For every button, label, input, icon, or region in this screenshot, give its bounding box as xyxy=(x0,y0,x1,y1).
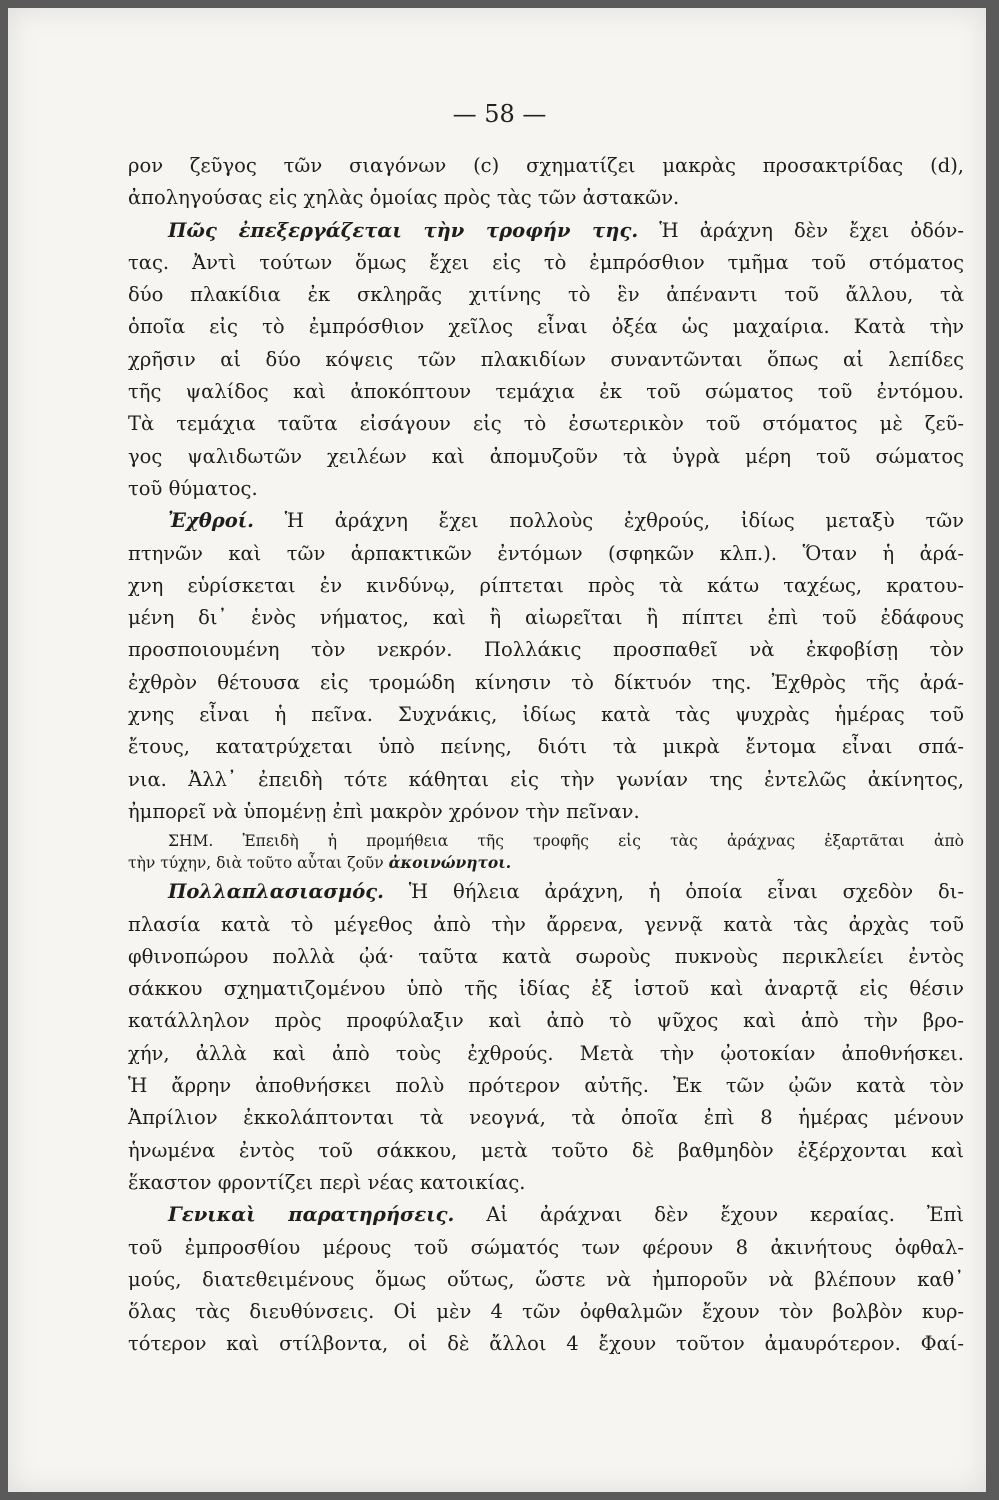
text-body xyxy=(128,150,964,1361)
text-line: προσποιουμένη τὸν νεκρόν. Πολλάκις προσπαθεῖ νὰ ἐκφοβίσῃ τὸν xyxy=(128,638,964,662)
text-line: ἐχθρὸν θέτουσα εἰς τρομώδη κίνησιν τὸ δίκτυόν της. Ἐχθρὸς τῆς ἀρά- xyxy=(128,670,964,694)
text-line: ὁποῖα εἰς τὸ ἐμπρόσθιον χεῖλος εἶναι ὀξέα ὡς μαχαίρια. Κατὰ τὴν xyxy=(128,315,964,339)
paragraph-heading-line xyxy=(128,1199,964,1231)
section-heading: Ἐχθροί. xyxy=(168,509,254,533)
text-line: Τὰ τεμάχια ταῦτα εἰσάγουν εἰς τὸ ἐσωτερικὸν τοῦ στόματος μὲ ζεῦ- xyxy=(128,412,964,436)
text-line: Ἀπρίλιον ἐκκολάπτονται τὰ νεογνά, τὰ ὁποῖα ἐπὶ 8 ἡμέρας μένουν xyxy=(128,1106,964,1130)
text-segment: τὴν τύχην, διὰ τοῦτο αὗται ζοῦν xyxy=(128,854,389,873)
text-segment: Ἡ θήλεια ἀράχνη, ἡ ὁποία εἶναι σχεδὸν δι- xyxy=(383,880,964,904)
text-line: ἀποληγούσας εἰς χηλὰς ὁμοίας πρὸς τὰς τῶν ἀστακῶν. xyxy=(128,186,680,210)
paragraph-heading-line xyxy=(128,876,964,908)
text-line: φθινοπώρου πολλὰ ᾠά· ταῦτα κατὰ σωροὺς πυκνοὺς περικλείει ἐντὸς xyxy=(128,944,964,968)
page-number: — 58 — xyxy=(452,100,547,128)
text-segment: Ἡ ἀράχνη ἔχει πολλοὺς ἐχθρούς, ἰδίως μεταξὺ τῶν xyxy=(253,509,964,533)
text-line: νια. Ἀλλ᾽ ἐπειδὴ τότε κάθηται εἰς τὴν γωνίαν της ἐντελῶς ἀκίνητος, xyxy=(128,767,964,791)
text-line: τῆς ψαλίδος καὶ ἀποκόπτουν τεμάχια ἐκ τοῦ σώματος τοῦ ἐντόμου. xyxy=(128,380,964,404)
text-line: μένη δι᾽ ἑνὸς νήματος, καὶ ἢ αἰωρεῖται ἢ πίπτει ἐπὶ τοῦ ἐδάφους xyxy=(128,606,964,630)
text-line: χήν, ἀλλὰ καὶ ἀπὸ τοὺς ἐχθρούς. Μετὰ τὴν ᾠοτοκίαν ἀποθνήσκει. xyxy=(128,1041,964,1065)
section-heading: Πῶς ἐπεξεργάζεται τὴν τροφήν της. xyxy=(168,218,639,242)
text-line: ἠμπορεῖ νὰ ὑπομένῃ ἐπὶ μακρὸν χρόνον τὴν πεῖναν. xyxy=(128,799,640,823)
text-segment: Αἱ ἀράχναι δὲν ἔχουν κεραίας. Ἐπὶ xyxy=(454,1203,964,1227)
text-line: τοῦ θύματος. xyxy=(128,476,258,500)
text-line: μούς, διατεθειμένους ὅμως οὕτως, ὥστε νὰ ἠμποροῦν νὰ βλέπουν καθ᾽ xyxy=(128,1267,964,1291)
section-heading: Πολλαπλασιασμός. xyxy=(168,880,384,904)
text-line: πλασία κατὰ τὸ μέγεθος ἀπὸ τὴν ἄρρενα, γεννᾷ κατὰ τὰς ἀρχὰς τοῦ xyxy=(128,912,964,936)
text-line: δύο πλακίδια ἐκ σκληρᾶς χιτίνης τὸ ἓν ἀπέναντι τοῦ ἄλλου, τὰ xyxy=(128,283,964,307)
footnote-line xyxy=(128,852,964,874)
text-line: τοῦ ἐμπροσθίου μέρους τοῦ σώματός των φέρουν 8 ἀκινήτους ὀφθαλ- xyxy=(128,1235,964,1259)
text-line: ρον ζεῦγος τῶν σιαγόνων (c) σχηματίζει μακρὰς προσακτρίδας (d), xyxy=(128,154,964,177)
paragraph-heading-line xyxy=(128,505,964,537)
text-segment: Ἡ ἀράχνη δὲν ἔχει ὀδόν- xyxy=(638,218,964,242)
text-line: χρῆσιν αἱ δύο κόψεις τῶν πλακιδίων συναντῶνται ὅπως αἱ λεπίδες xyxy=(128,347,964,371)
text-line: ἕκαστον φροντίζει περὶ νέας κατοικίας. xyxy=(128,1170,526,1194)
text-line: σάκκου σχηματιζομένου ὑπὸ τῆς ἰδίας ἐξ ἱστοῦ καὶ ἀναρτᾷ εἰς θέσιν xyxy=(128,977,964,1001)
text-line: ὅλας τὰς διευθύνσεις. Οἱ μὲν 4 τῶν ὀφθαλμῶν ἔχουν τὸν βολβὸν κυρ- xyxy=(128,1300,964,1324)
text-line: ἡνωμένα ἐντὸς τοῦ σάκκου, μετὰ τοῦτο δὲ βαθμηδὸν ἐξέρχονται καὶ xyxy=(128,1138,964,1162)
paragraph-heading-line xyxy=(128,215,964,247)
text-line: Ἡ ἄρρην ἀποθνήσκει πολὺ πρότερον αὐτῆς. Ἐκ τῶν ᾠῶν κατὰ τὸν xyxy=(128,1074,964,1098)
text-line: τας. Ἀντὶ τούτων ὅμως ἔχει εἰς τὸ ἐμπρόσθιον τμῆμα τοῦ στόματος xyxy=(128,250,964,274)
text-line: γος ψαλιδωτῶν χειλέων καὶ ἀπομυζοῦν τὰ ὑγρὰ μέρη τοῦ σώματος xyxy=(128,444,964,468)
text-line: χνη εὑρίσκεται ἐν κινδύνῳ, ρίπτεται πρὸς τὰ κάτω ταχέως, κρατου- xyxy=(128,573,964,597)
text-line: πτηνῶν καὶ τῶν ἁρπακτικῶν ἐντόμων (σφηκῶν κλπ.). Ὅταν ἡ ἀρά- xyxy=(128,541,964,565)
text-line: ἔτους, κατατρύχεται ὑπὸ πείνης, διότι τὰ μικρὰ ἔντομα εἶναι σπά- xyxy=(128,735,964,759)
footnote-emphasis: ἀκοινώνητοι. xyxy=(388,853,512,873)
text-line: χνης εἶναι ἡ πεῖνα. Συχνάκις, ἰδίως κατὰ τὰς ψυχρὰς ἡμέρας τοῦ xyxy=(128,703,964,727)
footnote-line: ΣΗΜ. Ἐπειδὴ ἡ προμήθεια τῆς τροφῆς εἰς τὰς ἀράχνας ἐξαρτᾶται ἀπὸ xyxy=(168,832,964,851)
section-heading: Γενικαὶ παρατηρήσεις. xyxy=(168,1203,455,1227)
text-line: κατάλληλον πρὸς προφύλαξιν καὶ ἀπὸ τὸ ψῦχος καὶ ἀπὸ τὴν βρο- xyxy=(128,1009,964,1033)
text-line: τότερον καὶ στίλβοντα, οἱ δὲ ἄλλοι 4 ἔχουν τοῦτον ἀμαυρότερον. Φαί- xyxy=(128,1332,964,1356)
